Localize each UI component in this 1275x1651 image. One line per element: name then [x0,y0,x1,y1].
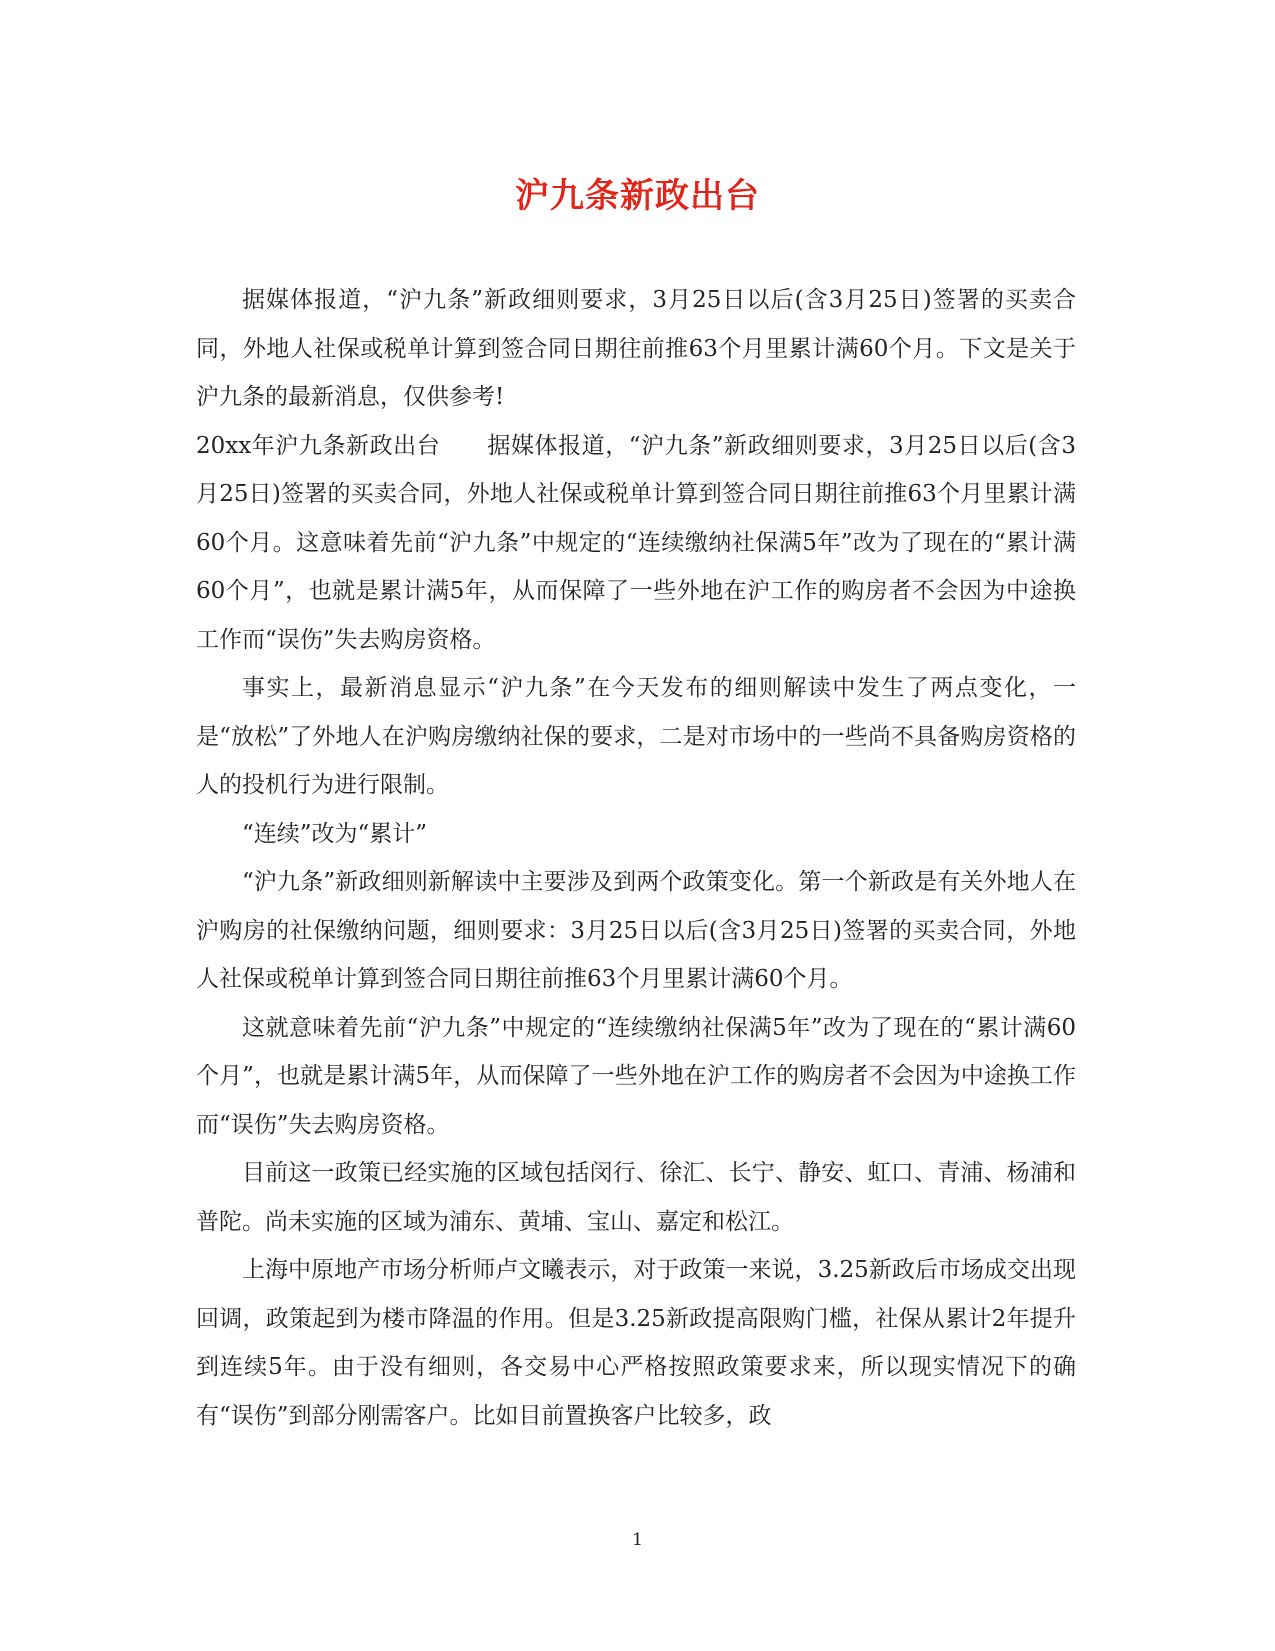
section-heading-continuous-to-cumulative: “连续”改为“累计” [242,820,428,847]
paragraph-1: 据媒体报道，“沪九条”新政细则要求，3月25日以后(含3月25日)签署的买卖合同，外地人社保或税单计算到签合同日期往前推63个月里累计满60个月。下文是关于沪九条的最新消息，仅供参考! [196,287,1076,410]
paragraph-8: 上海中原地产市场分析师卢文曦表示，对于政策一来说，3.25新政后市场成交出现回调，政策起到为楼市降温的作用。但是3.25新政提高限购门槛，社保从累计2年提升到连续5年。由于没有细则，各交易中心严格按照政策要求来，所以现实情况下的确有“误伤”到部分刚需客户。比如目前置换客户比较多，政 [196,1257,1076,1429]
paragraph-5: “沪九条”新政细则新解读中主要涉及到两个政策变化。第一个新政是有关外地人在沪购房的社保缴纳问题，细则要求：3月25日以后(含3月25日)签署的买卖合同，外地人社保或税单计算到签合同日期往前推63个月里累计满60个月。 [196,869,1076,992]
paragraph-2: 20xx年沪九条新政出台 据媒体报道，“沪九条”新政细则要求，3月25日以后(含3月25日)签署的买卖合同，外地人社保或税单计算到签合同日期往前推63个月里累计满60个月。这意味着先前“沪九条”中规定的“连续缴纳社保满5年”改为了现在的“累计满60个月”，也就是累计满5年，从而保障了一些外地在沪工作的购房者不会因为中途换工作而“误伤”失去购房资格。 [196,432,1076,653]
document-title: 沪九条新政出台 [515,176,760,216]
paragraph-6: 这就意味着先前“沪九条”中规定的“连续缴纳社保满5年”改为了现在的“累计满60个月”，也就是累计满5年，从而保障了一些外地在沪工作的购房者不会因为中途换工作而“误伤”失去购房资格。 [196,1014,1076,1138]
page-number: 1 [632,1530,643,1550]
paragraph-7: 目前这一政策已经实施的区域包括闵行、徐汇、长宁、静安、虹口、青浦、杨浦和普陀。尚未实施的区域为浦东、黄埔、宝山、嘉定和松江。 [196,1160,1076,1235]
document-body [196,276,1076,1440]
paragraph-3: 事实上，最新消息显示“沪九条”在今天发布的细则解读中发生了两点变化，一是“放松”了外地人在沪购房缴纳社保的要求，二是对市场中的一些尚不具备购房资格的人的投机行为进行限制。 [196,675,1076,798]
